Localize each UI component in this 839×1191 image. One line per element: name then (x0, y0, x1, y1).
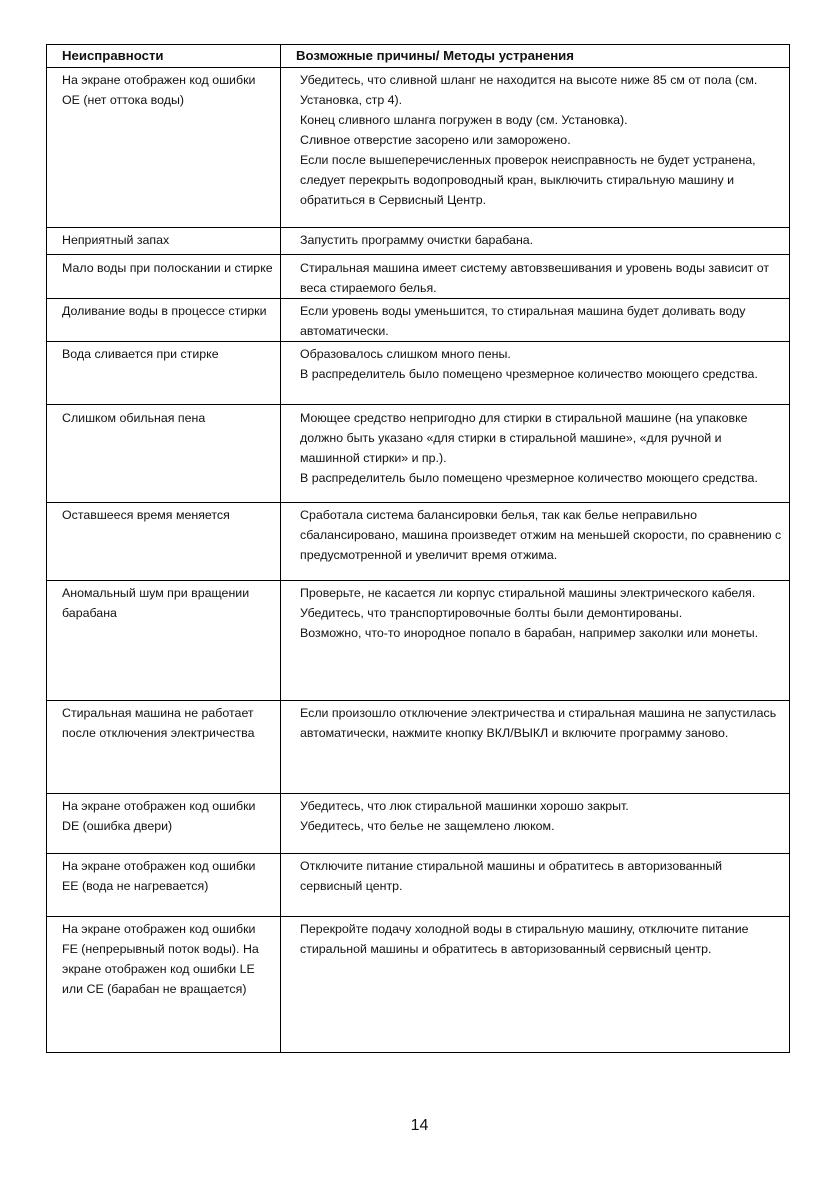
table-row (47, 255, 790, 299)
solution-text: Проверьте, не касается ли корпус стиральной машины электрического кабеля. (300, 586, 756, 600)
solution-text: Убедитесь, что белье не защемлено люком. (300, 819, 555, 833)
solution-text: Моющее средство непригодно для стирки в стиральной машине (на упаковке должно быть указано «для стирки в стиральной машине», «для ручной и машинной стирки» и пр.). (300, 411, 748, 465)
table-row (47, 794, 790, 854)
solution-text: Если после вышеперечисленных проверок неисправность не будет устранена, следует перекрыть водопроводный кран, выключить стиральную машину и обратиться в Сервисный Центр. (300, 153, 756, 207)
problem-cell: Стиральная машина не работает после отключения электричества (47, 701, 281, 794)
problem-cell: На экране отображен код ошибки ОЕ (нет оттока воды) (47, 68, 281, 228)
table-row (47, 701, 790, 794)
problem-cell: Слишком обильная пена (47, 405, 281, 503)
solution-text: Сливное отверстие засорено или заморожено. (300, 133, 571, 147)
solution-text: Если произошло отключение электричества и стиральная машина не запустилась автоматически, нажмите кнопку ВКЛ/ВЫКЛ и включите программу заново. (300, 706, 777, 740)
solution-cell (281, 854, 790, 917)
problem-cell: Мало воды при полоскании и стирке (47, 255, 281, 299)
solution-cell (281, 299, 790, 342)
solution-text: Убедитесь, что люк стиральной машинки хорошо закрыт. (300, 799, 629, 813)
solution-text: Запустить программу очистки барабана. (300, 233, 534, 247)
table-row (47, 342, 790, 405)
table-row (47, 405, 790, 503)
solution-cell (281, 701, 790, 794)
solution-cell (281, 228, 790, 255)
solution-text: В распределитель было помещено чрезмерное количество моющего средства. (300, 367, 758, 381)
solution-text: Если уровень воды уменьшится, то стиральная машина будет доливать воду автоматически. (300, 304, 746, 338)
header-causes-solutions: Возможные причины/ Методы устранения (281, 45, 790, 68)
solution-text: Убедитесь, что транспортировочные болты были демонтированы. (300, 606, 683, 620)
table-row (47, 581, 790, 701)
problem-cell: На экране отображен код ошибки EE (вода не нагревается) (47, 854, 281, 917)
problem-cell: Неприятный запах (47, 228, 281, 255)
table-header-row (47, 45, 790, 68)
solution-cell (281, 794, 790, 854)
table-row (47, 68, 790, 228)
solution-text: Образовалось слишком много пены. (300, 347, 511, 361)
solution-text: Стиральная машина имеет систему автовзвешивания и уровень воды зависит от веса стираемого белья. (300, 261, 770, 295)
table-row (47, 503, 790, 581)
solution-cell (281, 503, 790, 581)
problem-cell: Вода сливается при стирке (47, 342, 281, 405)
solution-text: Конец сливного шланга погружен в воду (см. Установка). (300, 113, 628, 127)
solution-text: Отключите питание стиральной машины и обратитесь в авторизованный сервисный центр. (300, 859, 723, 893)
table-row (47, 299, 790, 342)
table-row (47, 228, 790, 255)
solution-text: В распределитель было помещено чрезмерное количество моющего средства. (300, 471, 758, 485)
solution-cell (281, 405, 790, 503)
table-row (47, 854, 790, 917)
solution-text: Возможно, что-то инородное попало в барабан, например заколки или монеты. (300, 626, 759, 640)
solution-text: Сработала система балансировки белья, так как белье неправильно сбалансировано, машина произведет отжим на меньшей скорости, по сравнению с предусмотренной и увеличит время отжима. (300, 508, 782, 562)
solution-text: Перекройте подачу холодной воды в стиральную машину, отключите питание стиральной машины и обратитесь в авторизованный сервисный центр. (300, 922, 749, 956)
problem-cell: Оставшееся время меняется (47, 503, 281, 581)
page-number: 14 (410, 1117, 429, 1134)
solution-cell (281, 68, 790, 228)
header-problems: Неисправности (47, 45, 281, 68)
problem-cell: Аномальный шум при вращении барабана (47, 581, 281, 701)
solution-cell (281, 255, 790, 299)
table-row (47, 917, 790, 1053)
solution-cell (281, 917, 790, 1053)
problem-cell: На экране отображен код ошибки FE (непрерывный поток воды). На экране отображен код ошибки LE или CE (барабан не вращается) (47, 917, 281, 1053)
solution-cell (281, 581, 790, 701)
troubleshooting-table (46, 44, 790, 1053)
problem-cell: На экране отображен код ошибки DE (ошибка двери) (47, 794, 281, 854)
solution-text: Убедитесь, что сливной шланг не находится на высоте ниже 85 см от пола (см. Установка, стр 4). (300, 73, 758, 107)
solution-cell (281, 342, 790, 405)
problem-cell: Доливание воды в процессе стирки (47, 299, 281, 342)
